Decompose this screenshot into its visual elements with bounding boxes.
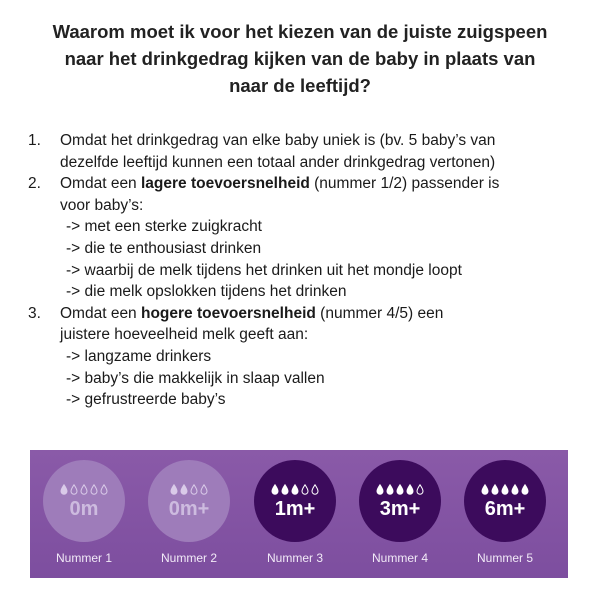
- drop-filled-icon: [281, 484, 289, 495]
- drop-filled-icon: [521, 484, 529, 495]
- nipple-circle: [43, 460, 125, 542]
- nipple-badge-1: [36, 460, 132, 565]
- nipple-circle: [148, 460, 230, 542]
- nipple-circle: [464, 460, 546, 542]
- list-item-3: [28, 303, 588, 411]
- drop-outline-icon: [100, 484, 108, 495]
- nipple-badge-5: [457, 460, 553, 565]
- bold-term: hogere toevoersnelheid: [141, 304, 316, 322]
- list-text: (nummer 1/2) passender is: [309, 175, 500, 193]
- drop-filled-icon: [396, 484, 404, 495]
- drop-filled-icon: [491, 484, 499, 495]
- list-item-1: [28, 130, 588, 173]
- flow-drops: [271, 484, 319, 495]
- sub-item: -> langzame drinkers: [66, 347, 212, 365]
- title-line-2: naar het drinkgedrag kijken van de baby in plaats van: [64, 48, 536, 69]
- flow-drops: [481, 484, 529, 495]
- list-number: 2.: [28, 175, 41, 193]
- sub-item: -> waarbij de melk tijdens het drinken uit het mondje loopt: [66, 261, 462, 279]
- drop-outline-icon: [80, 484, 88, 495]
- drop-filled-icon: [406, 484, 414, 495]
- sub-item: -> baby’s die makkelijk in slaap vallen: [66, 369, 325, 387]
- drop-filled-icon: [511, 484, 519, 495]
- age-label: 6m+: [484, 498, 526, 520]
- list-text: (nummer 4/5) een: [315, 304, 444, 322]
- flow-drops: [170, 484, 208, 495]
- age-label: 3m+: [379, 498, 421, 520]
- sub-item: -> die te enthousiast drinken: [66, 239, 262, 257]
- drop-outline-icon: [416, 484, 424, 495]
- list-item-line: Omdat het drinkgedrag van elke baby uniek is (bv. 5 baby’s van: [60, 132, 496, 149]
- drop-filled-icon: [501, 484, 509, 495]
- nipple-badge-3: [247, 460, 343, 565]
- drop-filled-icon: [481, 484, 489, 495]
- nipple-circle: [254, 460, 336, 542]
- list-number: 3.: [28, 304, 41, 322]
- nipple-flow-banner: [30, 450, 568, 578]
- flow-drops: [376, 484, 424, 495]
- title-line-3: naar de leeftijd?: [229, 75, 371, 96]
- age-label: 0m+: [168, 498, 210, 520]
- drop-filled-icon: [180, 484, 188, 495]
- age-label: 0m: [69, 498, 99, 520]
- nipple-badge-4: [352, 460, 448, 565]
- sub-item: -> gefrustreerde baby’s: [66, 391, 226, 409]
- nipple-number-label: Nummer 4: [371, 551, 428, 565]
- drop-outline-icon: [190, 484, 198, 495]
- drop-outline-icon: [311, 484, 319, 495]
- nipple-number-label: Nummer 3: [266, 551, 323, 565]
- nipple-badge-2: [141, 460, 237, 565]
- nipple-number-label: Nummer 5: [476, 551, 533, 565]
- list-text: Omdat een: [60, 175, 141, 193]
- list-item-2: [28, 173, 588, 303]
- drop-filled-icon: [271, 484, 279, 495]
- drop-outline-icon: [90, 484, 98, 495]
- list-number: 1.: [28, 132, 41, 149]
- list-item-line: dezelfde leeftijd kunnen een totaal ander drinkgedrag vertonen): [60, 153, 496, 171]
- age-label: 1m+: [274, 498, 316, 520]
- drop-outline-icon: [301, 484, 309, 495]
- nipple-circle: [359, 460, 441, 542]
- drop-filled-icon: [170, 484, 178, 495]
- title-line-1: Waarom moet ik voor het kiezen van de juiste zuigspeen: [52, 21, 548, 42]
- drop-outline-icon: [70, 484, 78, 495]
- sub-item: -> die melk opslokken tijdens het drinken: [66, 283, 347, 301]
- nipple-number-label: Nummer 2: [160, 551, 217, 565]
- drop-outline-icon: [200, 484, 208, 495]
- drop-filled-icon: [291, 484, 299, 495]
- drop-filled-icon: [376, 484, 384, 495]
- list-item-line: [60, 303, 588, 325]
- list-text: Omdat een: [60, 304, 141, 322]
- sub-item: -> met een sterke zuigkracht: [66, 218, 262, 236]
- reasons-list: [28, 130, 588, 411]
- drop-filled-icon: [386, 484, 394, 495]
- flow-drops: [60, 484, 108, 495]
- drop-filled-icon: [60, 484, 68, 495]
- list-item-line: voor baby’s:: [60, 196, 144, 214]
- list-item-line: juistere hoeveelheid melk geeft aan:: [60, 326, 309, 344]
- page-title: [20, 18, 580, 99]
- bold-term: lagere toevoersnelheid: [141, 175, 310, 193]
- nipple-number-label: Nummer 1: [55, 551, 112, 565]
- list-item-line: [60, 173, 588, 195]
